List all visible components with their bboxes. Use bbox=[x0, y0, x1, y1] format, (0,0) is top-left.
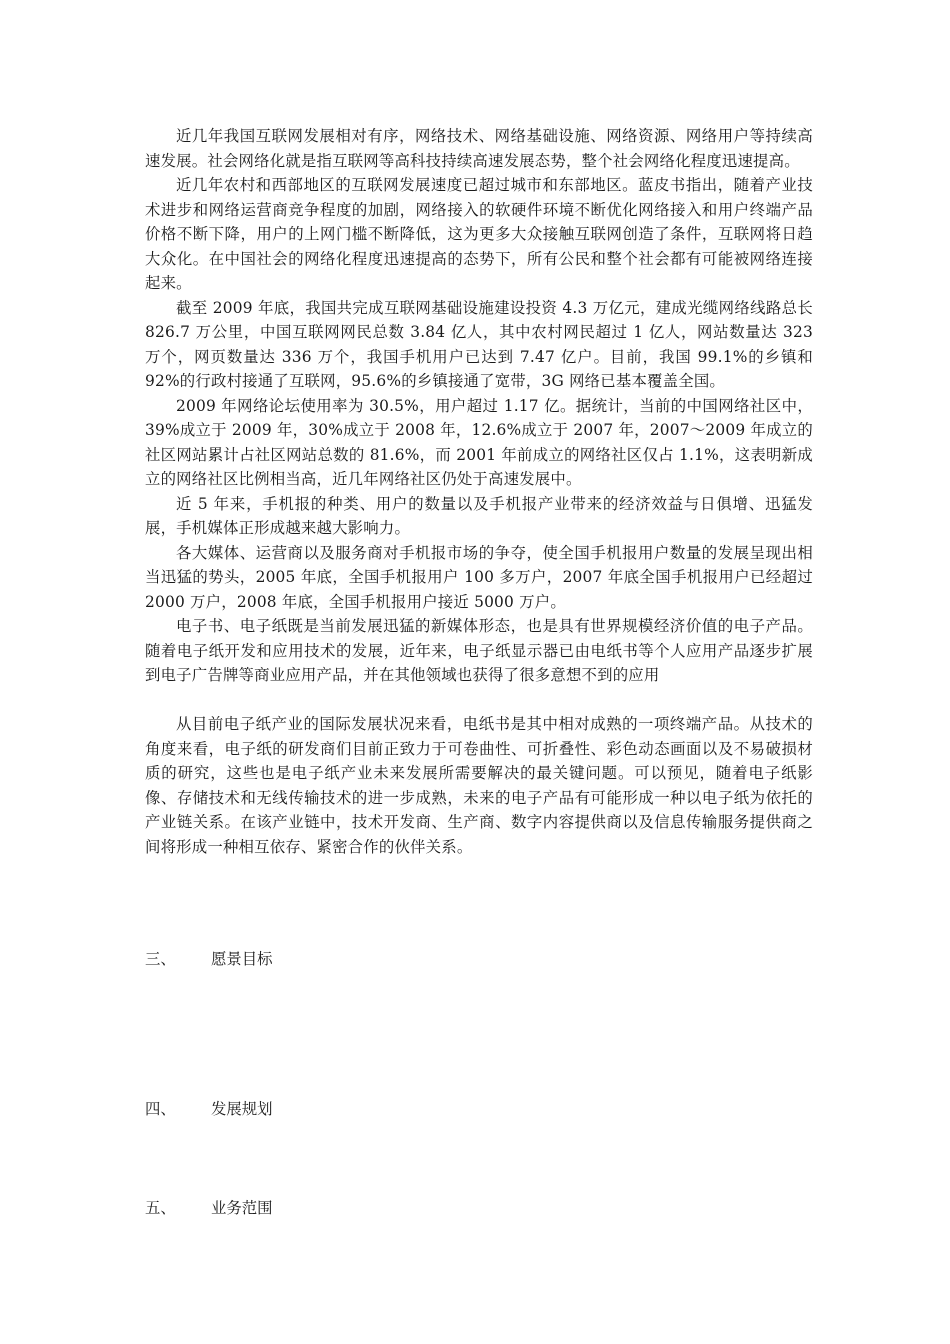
section-number: 四、 bbox=[145, 1100, 176, 1118]
section-number: 五、 bbox=[145, 1199, 176, 1217]
body-text bbox=[145, 124, 813, 859]
section-title: 发展规划 bbox=[211, 1100, 273, 1118]
section-number: 三、 bbox=[145, 950, 176, 968]
section-heading-vision bbox=[145, 947, 273, 971]
section-heading-business-scope bbox=[145, 1196, 273, 1220]
paragraph-mobile-newspaper: 近 5 年来，手机报的种类、用户的数量以及手机报产业带来的经济效益与日俱增、迅猛发展，手机媒体正形成越来越大影响力。 bbox=[145, 494, 813, 537]
paragraph-mobile-newspaper-users: 各大媒体、运营商以及服务商对手机报市场的争夺，使全国手机报用户数量的发展呈现出相当迅猛的势头，2005 年底，全国手机报用户 100 多万户，2007 年底全国手机报用户已经超过 2000 万户，2008 年底，全国手机报用户接近 5000 万户。 bbox=[145, 543, 813, 611]
section-title: 愿景目标 bbox=[211, 950, 273, 968]
paragraph-forum-usage: 2009 年网络论坛使用率为 30.5%，用户超过 1.17 亿。据统计，当前的中国网络社区中，39%成立于 2009 年，30%成立于 2008 年，12.6%成立于 2007 年，2007～2009 年成立的社区网站累计占社区网站总数的 81.6%，而 2001 年前成立的网络社区仅占 1.1%，这表明新成立的网络社区比例相当高，近几年网络社区仍处于高速发展中。 bbox=[145, 396, 813, 488]
paragraph-rural-western-growth: 近几年农村和西部地区的互联网发展速度已超过城市和东部地区。蓝皮书指出，随着产业技术进步和网络运营商竞争程度的加剧，网络接入的软硬件环境不断优化网络接入和用户终端产品价格不断下降，用户的上网门槛不断降低，这为更多大众接触互联网创造了条件，互联网将日趋大众化。在中国社会的网络化程度迅速提高的态势下，所有公民和整个社会都有可能被网络连接起来。 bbox=[145, 176, 813, 292]
section-title: 业务范围 bbox=[211, 1199, 273, 1217]
paragraph-2009-statistics: 截至 2009 年底，我国共完成互联网基础设施建设投资 4.3 万亿元，建成光缆网络线路总长 826.7 万公里，中国互联网网民总数 3.84 亿人，其中农村网民超过 1 亿人，网站数量达 323 万个，网页数量达 336 万个，我国手机用户已达到 7.47 亿户。目前，我国 99.1%的乡镇和 92%的行政村接通了互联网，95.6%的乡镇接通了宽带，3G 网络已基本覆盖全国。 bbox=[145, 298, 813, 390]
paragraph-internet-development: 近几年我国互联网发展相对有序，网络技术、网络基础设施、网络资源、网络用户等持续高速发展。社会网络化就是指互联网等高科技持续高速发展态势，整个社会网络化程度迅速提高。 bbox=[145, 127, 813, 170]
paragraph-e-paper: 电子书、电子纸既是当前发展迅猛的新媒体形态，也是具有世界规模经济价值的电子产品。随着电子纸开发和应用技术的发展，近年来，电子纸显示器已由电纸书等个人应用产品逐步扩展到电子广告牌等商业应用产品，并在其他领域也获得了很多意想不到的应用 bbox=[145, 617, 813, 684]
section-heading-plan bbox=[145, 1097, 273, 1121]
paragraph-e-paper-industry: 从目前电子纸产业的国际发展状况来看，电纸书是其中相对成熟的一项终端产品。从技术的角度来看，电子纸的研发商们目前正致力于可卷曲性、可折叠性、彩色动态画面以及不易破损材质的研究，这些也是电子纸产业未来发展所需要解决的最关键问题。可以预见，随着电子纸影像、存储技术和无线传输技术的进一步成熟，未来的电子产品有可能形成一种以电子纸为依托的产业链关系。在该产业链中，技术开发商、生产商、数字内容提供商以及信息传输服务提供商之间将形成一种相互依存、紧密合作的伙伴关系。 bbox=[145, 715, 813, 856]
